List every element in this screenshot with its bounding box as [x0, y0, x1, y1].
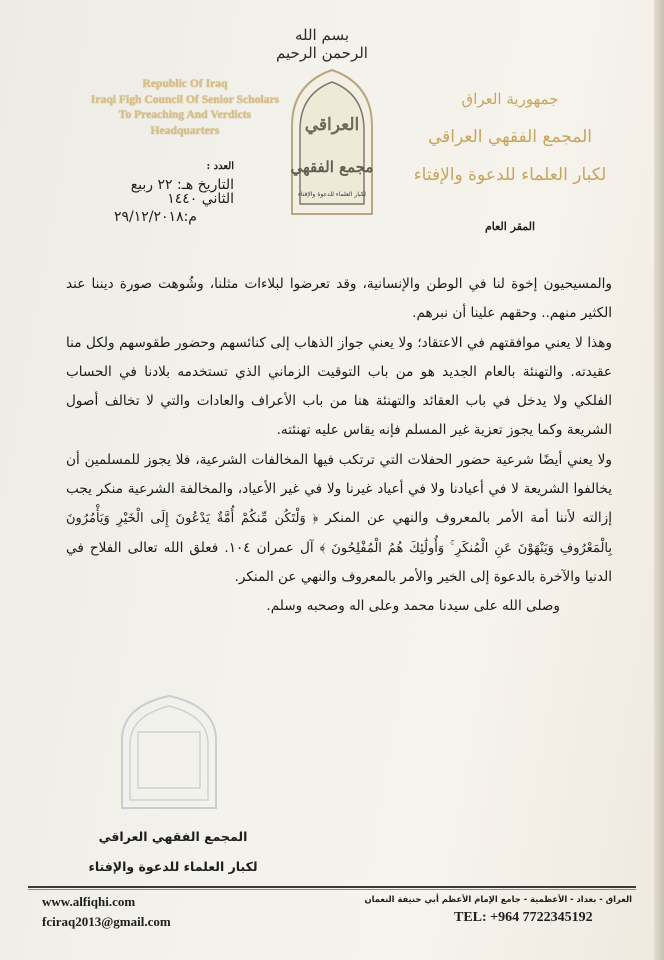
signature-line-1: المجمع الفقهي العراقي — [98, 829, 248, 844]
faded-stamp — [116, 694, 222, 810]
gregorian-date: م:٢٩/١٢/٢٠١٨ — [114, 209, 197, 225]
logo-text-top: العراقي — [304, 115, 360, 135]
arabic-line-3: لكبار العلماء للدعوة والإفتاء — [413, 165, 607, 185]
footer-phone: TEL: +964 7722345192 — [454, 910, 593, 925]
footer-divider — [28, 886, 636, 888]
paragraph-3-citation: آل عمران ١٠٤. فعلق الله تعالى الفلاح في الدنيا والآخرة بالدعوة إلى الخير والأمر بالمعروف والنهي عن المنكر. — [66, 539, 612, 585]
footer-address: العراق - بغداد - الأعظمية - جامع الإمام الأعظم أبي حنيفة النعمان — [364, 894, 632, 904]
email-link[interactable]: fciraq2013@gmail.com — [42, 914, 171, 929]
english-line-4: Headquarters — [150, 123, 220, 137]
hijri-date: التاريخ هـ: ٢٢ ربيع الثاني ١٤٤٠ — [130, 177, 234, 207]
signature-line-2: لكبار العلماء للدعوة والإفتاء — [88, 859, 258, 874]
website-link[interactable]: www.alfiqhi.com — [42, 894, 136, 909]
number-label: العدد : — [206, 161, 234, 172]
footer-divider-thin — [28, 889, 636, 890]
reference-block — [100, 160, 234, 224]
basmala: بسم الله الرحمن الرحيم — [276, 26, 368, 62]
letter-body — [66, 270, 612, 622]
headquarters-label: المقر العام — [484, 220, 536, 233]
english-line-3: To Preaching And Verdicts — [118, 108, 252, 121]
signature-block — [78, 822, 268, 882]
paragraph-1: والمسيحيون إخوة لنا في الوطن والإنسانية، وقد تعرضوا لبلاءات مثلنا، وشُوهت صورة ديننا عند الكثير منهم.. وحقهم علينا أن نبرهم. — [66, 276, 612, 322]
arabic-line-2: المجمع الفقهي العراقي — [428, 127, 592, 147]
closing-prayer: وصلى الله على سيدنا محمد وعلى اله وصحبه وسلم. — [266, 598, 560, 615]
english-line-2: Iraqi Figh Council Of Senior Scholars — [90, 92, 280, 106]
arabic-line-1: جمهورية العراق — [461, 90, 559, 108]
quran-verse: ﴿ وَلْتَكُن مِّنكُمْ أُمَّةٌ يَدْعُونَ إِلَى الْخَيْرِ وَيَأْمُرُونَ بِالْمَعْرُوفِ وَيَنْهَوْنَ عَنِ الْمُنكَرِ ۚ وَأُولَٰئِكَ هُمُ الْمُفْلِحُونَ ﴾ — [66, 511, 612, 556]
paragraph-3 — [66, 446, 612, 592]
paper-edge — [654, 0, 664, 960]
paragraph-3-text: ولا يعني أيضًا شرعية حضور الحفلات التي ترتكب فيها المخالفات الشرعية، فلا يجوز للمسلمين أن يخالفوا الشريعة لا في أعيادنا ولا في أعياد غيرنا ولا في غير الأعياد، والمخالفة الشرعية منكر يجب إزالته لأننا أمة الأمر بالمعروف والنهي عن المنكر — [66, 451, 612, 527]
arabic-letterhead — [392, 80, 628, 194]
logo-caption: لكبار العلماء للدعوة والإفتاء — [298, 191, 366, 198]
council-logo — [284, 64, 380, 216]
paragraph-2: وهذا لا يعني موافقتهم في الاعتقاد؛ ولا يعني جواز الذهاب إلى كنائسهم وحضور طقوسهم ولكل منا عقيدته. والتهنئة بالعام الجديد هو من باب التوقيت الزماني الذي تستخدمه بلادنا في الحساب الفلكي ولا يدخل في باب العقائد والتهنئة هنا من باب الأعراف والعادات والتي لا تخالف أصول الشريعة وكما يجوز تعزية غير المسلم فإنه يقاس عليه تهنئته. — [66, 334, 612, 439]
english-line-1: Republic Of Iraq — [142, 77, 228, 90]
logo-text-bottom: مجمع الفقهي — [290, 158, 374, 176]
